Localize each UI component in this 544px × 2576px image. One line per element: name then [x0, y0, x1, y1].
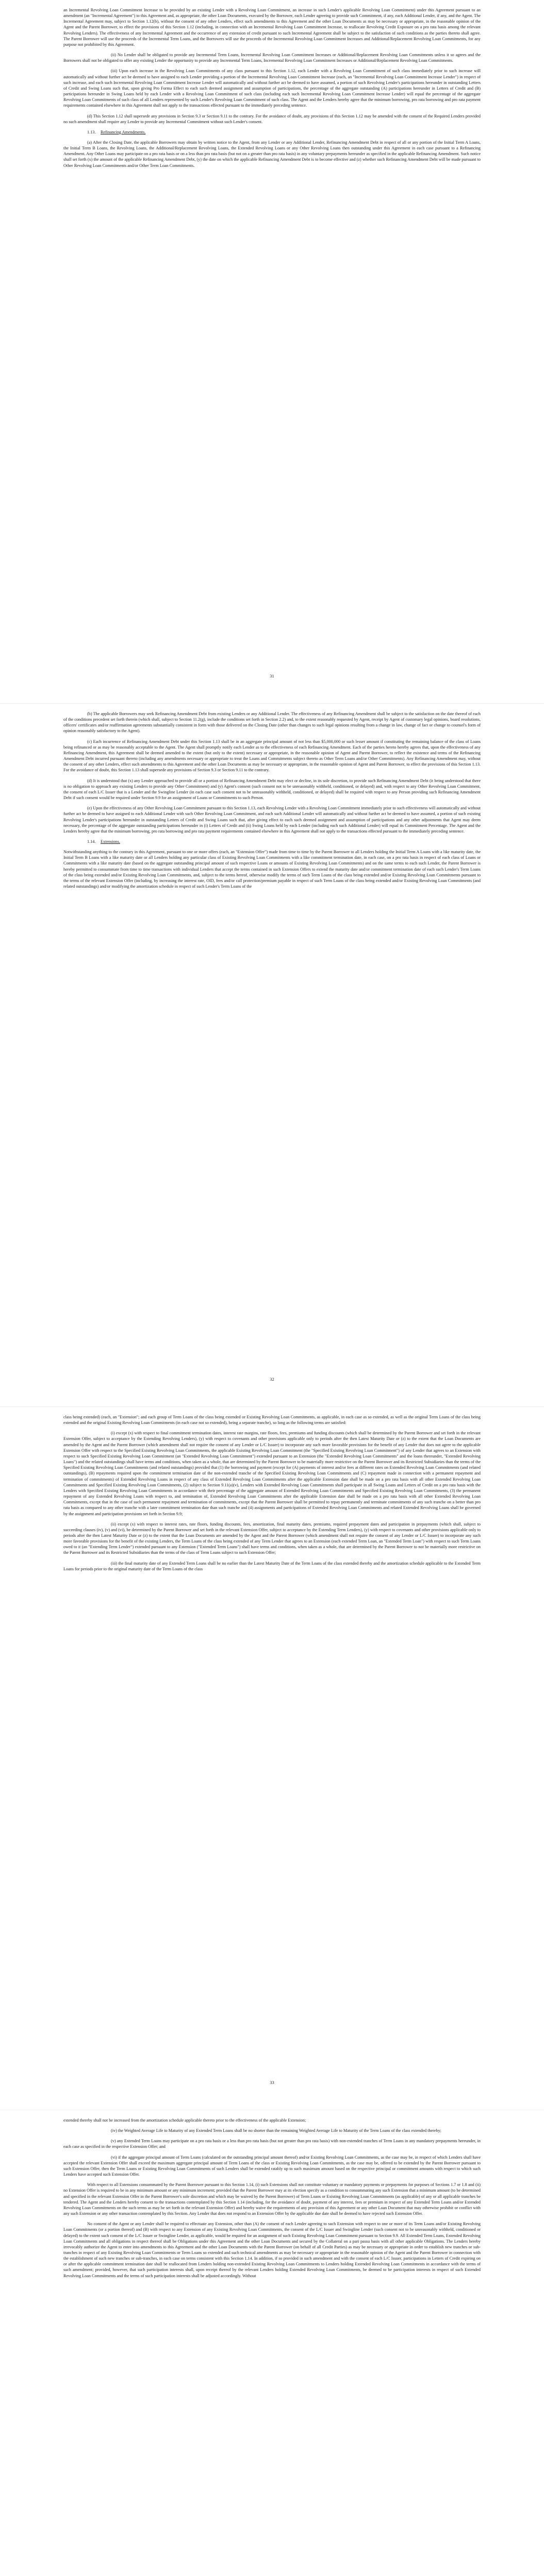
section-heading — [87, 129, 481, 135]
paragraph: (iii) the final maturity date of any Extended Term Loans shall be no earlier than the Latest Maturity Date of the Term Loans of the class extended thereby and the amortization schedule applicable to the Extended Term Loans for periods prior to the original maturity date of the Term Loans of the class — [63, 1561, 481, 1571]
paragraph: (c) Each incurrence of Refinancing Amendment Debt under this Section 1.13 shall be in an aggregate principal amount of not less than $5,000,000 or such lesser amount if constituting the remaining balance of the class of Loans being refinanced or as may be reasonably acceptable to the Agent. The Agent shall promptly notify each Lender as to the effectiveness of each Refinancing Amendment. Each of the parties hereto hereby agrees that, upon the effectiveness of any Refinancing Amendment, this Agreement shall be deemed amended to the extent (but only to the extent) necessary or appropriate, in the reasonable opinion of Agent and Parent Borrower, to reflect the existence and terms of the Refinancing Amendment Debt incurred pursuant thereto (including any amendments necessary or appropriate to treat the Loans and Commitments subject thereto as Other Term Loans and/or Other Commitments). Any Refinancing Amendment may, without the consent of any other Lenders, effect such amendments to this Agreement and the other Loan Documents as may be necessary or appropriate, in the reasonable opinion of Agent and Parent Borrower, to effect the provisions of this Section 1.13. For the avoidance of doubt, this Section 1.13 shall supersede any provisions of Section 9.3 or Section 9.11 to the contrary. — [63, 739, 481, 773]
paragraph: No consent of the Agent or any Lender shall be required to effectuate any Extension, other than (A) the consent of each Lender agreeing to such Extension with respect to one or more of its Term Loans and/or Existing Revolving Loan Commitments (or a portion thereof) and (B) with respect to any Extension of any Existing Revolving Loan Commitments, the consent of the L/C Issuer and Swingline Lender (such consent not to be unreasonably withheld, conditioned or delayed) to the extent such consent of the L/C Issuer or Swingline Lender, as applicable, would be required for an assignment of such Existing Revolving Loan Commitment pursuant to Section 9.9. All Extended Term Loans, Extended Revolving Loan Commitments and all obligations in respect thereof shall be Obligations under this Agreement and the other Loan Documents and secured by the Collateral on a pari passu basis with all other applicable Obligations. The Lenders hereby irrevocably authorize the Agent to enter into amendments to this Agreement and the other Loan Documents with the Parent Borrower (on behalf of all Credit Parties) as may be necessary or appropriate in order to establish new tranches or sub-tranches in respect of any Existing Revolving Loan Commitments or Term Loans so extended and such technical amendments as may be necessary or appropriate in the reasonable opinion of the Agent and the Parent Borrower in connection with the establishment of such new tranches or sub-tranches, in each case on terms consistent with this Section 1.14. In addition, if so provided in such amendment and with the consent of each L/C Issuer, participations in Letters of Credit expiring on or after the applicable commitment termination date shall be reallocated from Lenders holding non-extended Existing Revolving Loan Commitments to Lenders holding Extended Revolving Loan Commitments in accordance with the terms of such amendment; provided, however, that such participation interests shall, upon receipt thereof by the relevant Lenders holding Extended Revolving Loan Commitments, be deemed to be participation interests in respect of such Extended Revolving Loan Commitments and the terms of such participation interests shall be adjusted accordingly. Without — [63, 2222, 481, 2278]
paragraph: (d) It is understood that (x) any Lender approached to provide all or a portion of Refinancing Amendment Debt may elect or decline, in its sole discretion, to provide such Refinancing Amendment Debt (it being understood that there is no obligation to approach any existing Lenders to provide any Other Commitment) and (y) Agent's consent (such consent not to be unreasonably withheld, conditioned, or delayed) and, with respect to any Other Revolving Loan Commitment, the consent of each L/C Issuer that is a Lender and the Swingline Lender (in each case such consent not to be unreasonably withheld, conditioned, or delayed) shall be required with respect to any Person providing such Refinancing Amendment Debt if such consent would be required under Section 9.9 for an assignment of Loans or Commitments to such Person. — [63, 778, 481, 801]
paragraph: an Incremental Revolving Loan Commitment Increase to be provided by an existing Lender with a Revolving Loan Commitment, an increase in such Lender's applicable Revolving Loan Commitment) under this Agreement pursuant to an amendment (an "Incremental Agreement") to this Agreement and, as appropriate, the other Loan Documents, executed by the Borrower, each Lender agreeing to provide such Commitment, if any, each Additional Lender, if any, and the Agent. The Incremental Agreement may, subject to Section 1.12(b), without the consent of any other Lenders, effect such amendments to this Agreement and the other Loan Documents as may be necessary or appropriate, in the reasonable opinion of the Agent and the Parent Borrower, to effect the provisions of this Section 1.12 (including, in connection with an Incremental Revolving Loan Commitment Increase, to reallocate Revolving Credit Exposure on a pro rata basis among the relevant Revolving Lenders). The effectiveness of any Incremental Agreement and the occurrence of any extension of credit pursuant to such Incremental Agreement shall be subject to the satisfaction of such conditions as the parties thereto shall agree. The Parent Borrower will use the proceeds of the Incremental Term Loans, and the Borrowers will use the proceeds of the Incremental Revolving Loan Commitment Increases and Additional/Replacement Revolving Loan Commitments, for any purpose not prohibited by this Agreement. — [63, 8, 481, 47]
paragraph: class being extended) (each, an "Extension"; and each group of Term Loans of the class being extended or Existing Revolving Loan Commitments, as applicable, in each case as so extended, as well as the original Term Loans of the class being extended and the original Existing Revolving Loan Commitments (in each case not so extended), being a separate tranche), so long as the following terms are satisfied: — [63, 1415, 481, 1426]
page-number: 32 — [270, 1377, 274, 1382]
paragraph: (iv) the Weighted Average Life to Maturity of any Extended Term Loans shall be no shorter than the remaining Weighted Average Life to Maturity of the Term Loans of the class extended thereby; — [111, 2128, 441, 2133]
paragraph: (vi) if the aggregate principal amount of Term Loans (calculated on the outstanding principal amount thereof) and/or Existing Revolving Loan Commitments, as the case may be, in respect of which Lenders shall have accepted the relevant Extension Offer shall exceed the maximum aggregate principal amount of Term Loans of the class or Existing Revolving Loan Commitments, as the case may be, offered to be extended by the Parent Borrower pursuant to such Extension Offer, then the Term Loans or Existing Revolving Loan Commitments of such Lenders shall be extended ratably up to such maximum amount based on the respective principal or commitment amounts with respect to which such Lenders have accepted such Extension Offer. — [63, 2155, 481, 2177]
paragraph: (a) After the Closing Date, the applicable Borrowers may obtain by written notice to the Agent, from any Lender or any Additional Lender, Refinancing Amendment Debt in respect of all or any portion of the Initial Term A Loans, the Initial Term B Loans, the Revolving Loans, the Additional/Replacement Revolving Loans, the Extended Revolving Loans or any Other Revolving Loans then outstanding under this Agreement in each case pursuant to a Refinancing Amendment. Any Other Loans may participate on a pro rata basis or on a less than pro rata basis (but not on a greater than pro rata basis) in any voluntary prepayments hereunder as specified in the applicable Refinancing Amendment. Such notice shall set forth (x) the amount of the applicable Refinancing Amendment Debt, (y) the date on which the applicable Refinancing Amendment Debt is to become effective and (z) whether such Refinancing Amendment Debt will be made pursuant to Other Revolving Loan Commitments and/or Other Term Loan Commitments. — [63, 140, 481, 168]
paragraph: With respect to all Extensions consummated by the Parent Borrower pursuant to this Section 1.14, (i) such Extensions shall not constitute voluntary or mandatory payments or prepayments for purposes of Sections 1.7 or 1.8 and (ii) no Extension Offer is required to be in any minimum amount or any minimum increment; provided that the Parent Borrower may at its election specify as a condition to consummating any such Extension that a minimum amount (to be determined and specified in the relevant Extension Offer in the Parent Borrower's sole discretion and which may be waived by the Parent Borrower) of Term Loans or Existing Revolving Loan Commitments (as applicable) of any or all applicable tranches be tendered. The Agent and the Lenders hereby consent to the transactions contemplated by this Section 1.14 (including, for the avoidance of doubt, payment of any interest, fees or premium in respect of any Extended Term Loans and/or Extended Revolving Loan Commitments on the such terms as may be set forth in the relevant Extension Offer) and hereby waive the requirements of any provision of this Agreement or any other Loan Document that may otherwise prohibit or conflict with any such Extension or any other transaction contemplated by this Section. Any Lender that does not respond to an Extension Offer by the applicable due date shall be deemed to have rejected such Extension Offer. — [63, 2182, 481, 2216]
paragraph: (iii) Upon each increase in the Revolving Loan Commitments of any class pursuant to this Section 1.12, each Lender with a Revolving Loan Commitment of such class immediately prior to such increase will automatically and without further act be deemed to have assigned to each Lender providing a portion of the Incremental Revolving Loan Commitment Increase (each, an "Incremental Revolving Loan Commitment Increase Lender") in respect of such increase, and each such Incremental Revolving Loan Commitment Increase Lender will automatically and without further act be deemed to have assumed, a portion of such Revolving Lender's participations hereunder in outstanding Letters of Credit and Swing Loans such that, upon giving Pro Forma Effect to each such deemed assignment and assumption of participations, the percentage of the aggregate outstanding (A) participations hereunder in Letters of Credit and (B) participations hereunder in Swing Loans held by each Lender with a Revolving Loan Commitment of such class (including each such Incremental Revolving Loan Commitment Increase Lender) will equal the percentage of the aggregate Revolving Loan Commitments of such class of all Lenders represented by such Lender's Revolving Loan Commitment of such class. The Agent and the Lenders hereby agree that the minimum borrowing, pro rata borrowing and pro rata payment requirements contained elsewhere in this Agreement shall not apply to the transactions effected pursuant to the immediately preceding sentence. — [63, 69, 481, 108]
paragraph: (v) any Extended Term Loans may participate on a pro rata basis or a less than pro rata basis (but not greater than pro rata basis) with non-extended tranches of Term Loans in any mandatory prepayments hereunder, in each case as specified in the respective Extension Offer; and — [63, 2139, 481, 2149]
paragraph: (b) The applicable Borrowers may seek Refinancing Amendment Debt from existing Lenders or any Additional Lender. The effectiveness of any Refinancing Amendment shall be subject to the satisfaction on the date thereof of each of the conditions precedent set forth therein (which shall, subject to Section 11.2(g), include the conditions set forth in Section 2.2) and, to the extent reasonably requested by Agent, receipt by Agent of customary legal opinions, board resolutions, officers' certificates and/or reaffirmation agreements substantially consistent in form with those delivered on the Closing Date (other than changes to such legal opinions resulting from a change in law, change of fact or change to counsel's form of opinion reasonably satisfactory to the Agent). — [63, 711, 481, 734]
section-title: Refinancing Amendments. — [101, 129, 146, 134]
paragraph: extended thereby shall not be increased from the amortization schedule applicable thereto prior to the effectiveness of the applicable Extension; — [63, 2118, 306, 2123]
section-number: 1.13. — [87, 129, 96, 134]
page — [0, 1406, 544, 2110]
section-title: Extensions. — [101, 839, 120, 844]
page — [0, 0, 544, 703]
page-number: 33 — [270, 2080, 274, 2086]
paragraph: (i) except (x) with respect to final commitment termination dates, interest rate margins, rate floors, fees, premiums and funding discounts (which shall be determined by the Parent Borrower and set forth in the relevant Extension Offer, subject to acceptance by the Extending Revolving Lenders), (y) with respect to covenants and other provisions applicable only to periods after the then Latest Maturity Date or (z) to the extent that the Loan Documents are amended by the Agent and the Parent Borrower (which amendment shall not require the consent of any Lender or L/C Issuer) to incorporate any such more favorable provisions for the benefit of any Lender that does not agree to the applicable Extension Offer with respect to the Specified Existing Revolving Loan Commitments, the applicable Existing Revolving Loan Commitment (the "Specified Existing Revolving Loan Commitment") of any Lender that agrees to an Extension with respect to such Specified Existing Revolving Loan Commitment (an "Extended Revolving Loan Commitment") extended pursuant to an Extension (the "Extended Revolving Loan Commitments" and the loans thereunder, "Extended Revolving Loans") and the related outstandings shall have terms and conditions, when taken as a whole, that are determined by the Parent Borrower to be materially more restrictive on the Parent Borrower and its Restricted Subsidiaries than the terms of the Specified Existing Revolving Loan Commitments (and related outstandings) provided that (1) the borrowing and payment (except for (A) payments of interest and/or fees at different rates on Extended Revolving Loan Commitments (and related outstandings), (B) repayments required upon the commitment termination date of the non-extended tranche of the Specified Existing Revolving Loan Commitments and (C) repayment made in connection with a permanent repayment and termination of commitments) of Extended Revolving Loans in respect of any class of Extended Revolving Loan Commitments after the applicable Extension date shall be made on a pro rata basis with all other Extended Revolving Loan Commitments and Specified Existing Revolving Loan Commitments, (2) subject to Section 9.11(a)(v), Lenders with Extended Revolving Loan Commitments shall participate in all Swing Loans and Letters of Credit on a pro rata basis with the Lenders with Specified Existing Revolving Loan Commitments in accordance with their percentage of the aggregate amount of Extended Revolving Loan Commitments and Specified Existing Revolving Loan Commitments, (3) the permanent repayment of any Extended Revolving Loans with respect to, and termination of, Extended Revolving Loan Commitments after the applicable Extension date shall be made on a pro rata basis with all other Extended Revolving Loan Commitments, except that in the case of such permanent repayment and termination of commitments, except that the Parent Borrower shall be permitted to repay permanently and terminate commitments of any such tranche on a better than pro rata basis as compared to any other tranche with a later commitment termination date than such tranche and (4) assignments and participations of Extended Revolving Loan Commitments and related Extended Revolving Loans shall be governed by the assignment and participation provisions set forth in Section 9.9; — [63, 1431, 481, 1516]
page-number: 31 — [270, 673, 274, 679]
section-number: 1.14. — [87, 839, 96, 844]
section-heading — [87, 839, 481, 844]
paragraph: (ii) No Lender shall be obligated to provide any Incremental Term Loans, Incremental Revolving Loan Commitment Increases or Additional/Replacement Revolving Loan Commitments unless it so agrees and the Borrowers shall not be obligated to offer any existing Lender the opportunity to provide any Incremental Term Loans, Incremental Revolving Loan Commitment Increases or Additional/Replacement Revolving Loan Commitments. — [63, 53, 481, 63]
page — [0, 703, 544, 1406]
paragraph: (d) This Section 1.12 shall supersede any provisions in Section 9.3 or Section 9.11 to the contrary. For the avoidance of doubt, any provisions of this Section 1.12 may be amended with the consent of the Required Lenders provided no such amendment shall require any Lender to provide any Incremental Commitment without such Lender's consent. — [63, 113, 481, 124]
paragraph: (e) Upon the effectiveness of any Other Revolving Loan Commitment pursuant to this Section 1.13, each Revolving Lender with a Revolving Loan Commitment immediately prior to such effectiveness will automatically and without further act be deemed to have assigned to each Additional Lender with such Other Revolving Loan Commitment, and each such Additional Lender will automatically and without further act be deemed to have assumed, a portion of such existing Revolving Lender's participations hereunder in outstanding Letters of Credit and Swing Loans such that, after giving effect to each such deemed assignment and assumption of participations and any other adjustments that Agent may deem necessary, the percentage of the aggregate outstanding participations hereunder in (i) Letters of Credit and (ii) Swing Loans held by each Lender (including each such Additional Lender) will equal its Commitment Percentage. The Agent and the Lenders hereby agree that the minimum borrowing, pro rata borrowing and pro rata payment requirements contained elsewhere in this Agreement shall not apply to the transactions effected pursuant to the immediately preceding sentence. — [63, 806, 481, 834]
page — [0, 2110, 544, 2576]
paragraph: (ii) except (x) with respect to interest rates, rate floors, funding discounts, fees, amortization, final maturity dates, premiums, required prepayment dates and participation in prepayments (which shall, subject to succeeding clauses (iv), (v) and (vi), be determined by the Parent Borrower and set forth in the relevant Extension Offer, subject to acceptance by the Extending Term Lenders), (y) with respect to covenants and other provisions applicable only to periods after the then Latest Maturity Date or (z) to the extent that the Loan Documents are amended by the Agent and the Parent Borrower (which amendment shall not require the consent of any Lender or L/C Issuer) to incorporate any such more favorable provisions for the benefit of the existing Lenders, the Term Loans of the class being extended of any Term Lender that agrees to an Extension (each extended Term Loan, an "Extended Term Loan") with respect to such Term Loans owed to it (an "Extending Term Lender") extended pursuant to any Extension ("Extended Term Loans") shall have terms and conditions, when taken as a whole, that are determined by the Parent Borrower to not be materially more restrictive on the Parent Borrower and its Restricted Subsidiaries than the terms of the class of Term Loans subject to such Extension Offer; — [63, 1521, 481, 1555]
paragraph: Notwithstanding anything to the contrary in this Agreement, pursuant to one or more offers (each, an "Extension Offer") made from time to time by the Parent Borrower to all Lenders holding the Initial Term A Loans with a like maturity date, the Initial Term B Loans with a like maturity date or all Lenders holding any particular class of Existing Revolving Loan Commitments with a like commitment termination date, in each case, on a pro rata basis in respect of each class of Loans or Commitments with a like maturity date (based on the aggregate outstanding principal amount of such respective Loans or amounts of Existing Revolving Loan Commitments) and on the same terms to each such Lender, the Parent Borrower is hereby permitted to consummate from time to time transactions with individual Lenders that accept the terms contained in such Extension Offers to extend the maturity date and/or commitment termination date of each such Lender's Term Loans of the class being extended and/or Existing Revolving Loan Commitments, and, subject to the terms hereof, otherwise modify the terms of such Term Loans of the class being extended and/or Existing Revolving Loan Commitments pursuant to the terms of the relevant Extension Offer (including, by increasing the interest rate, OID, fees and/or call protection/premium payable in respect of such Term Loans of the class being extended and/or Existing Revolving Loan Commitments (and related outstandings) and/or modifying the amortization schedule in respect of such Lender's Term Loans of the — [63, 850, 481, 889]
